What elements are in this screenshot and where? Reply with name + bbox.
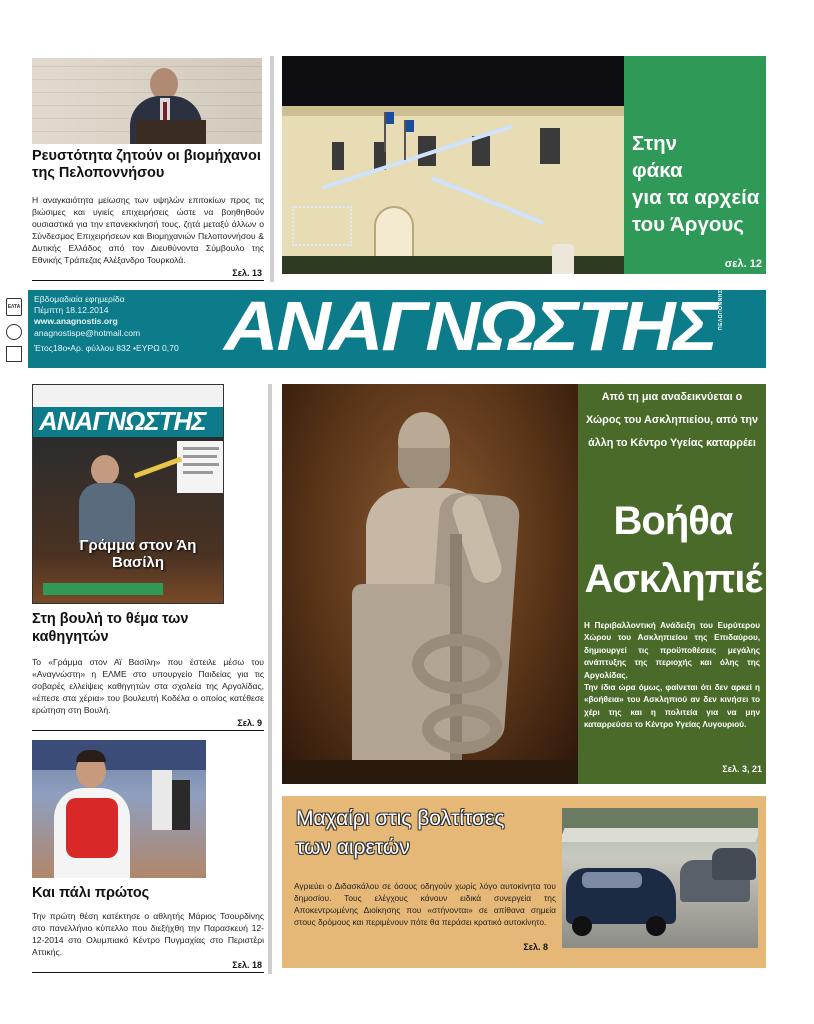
masthead-email[interactable]: anagnostispe@hotmail.com <box>34 327 141 338</box>
bottom-story-body: Αγριεύει ο Διδασκάλου σε όσους οδηγούν χωρίς λόγο αυτοκίνητα του δημοσίου. Τους ελέγχους κάνουν ειδικά συνεργεία της Αποκεντρωμένης Διοίκησης που «στήνονται» σε απίθανα σημεία στους δρόμους και περιμένουν πότε θα περάσει κρατικό αυτοκίνητο. <box>294 881 556 927</box>
postage-badge: ΕΛΤΑ <box>6 296 22 366</box>
top-feature-panel <box>624 56 766 274</box>
bottom-story-panel <box>282 796 766 968</box>
top-left-headline: Ρευστότητα ζητούν οι βιομήχανοι της Πελοποννήσου <box>32 148 261 181</box>
speaker-photo <box>32 58 262 144</box>
masthead-bar <box>28 281 766 368</box>
masthead-type: Εβδομαδιαία εφημερίδα <box>34 294 125 304</box>
masthead-date: Πέμπτη 18.12.2014 <box>34 305 109 316</box>
left-story-2-body: Την πρώτη θέση κατέκτησε ο αθλητής Μάριος Τσουρδίνης στο πανελλήνιο κύπελλο που διεξήχθη την Παρασκευή 12-12-2014 στο Ολυμπιακό Κέντρο Πυγμαχίας στο Περιστέρι Αττικής. <box>32 911 264 957</box>
main-story-headline: Βοήθα Ασκληπιέ <box>584 499 762 601</box>
athlete-photo <box>32 740 206 878</box>
cars-photo <box>562 808 758 948</box>
left-story-1-headline: Στη βουλή το θέμα των καθηγητών <box>32 611 189 645</box>
top-left-body: Η αναγκαιότητα μείωσης των υψηλών επιτοκίων προς τις βιώσιμες και υγιείς επιχειρήσεις ώστε να βοηθηθούν ουσιαστικά για την επανεκκίνησή τους, ζητά μεταξύ άλλων ο Σύνδεσμος Επιχειρήσεων και Βιομηχανιών Πελοποννήσου & Δυτικής Ελλάδος από τον Διευθύνοντα Σύμβουλο της Εθνικής Τράπεζας Αλέξανδρο Τουρκολά. <box>32 195 264 265</box>
building-photo <box>282 56 624 274</box>
masthead-issue: Έτος18ο•Αρ. φύλλου 832 •ΕΥΡΩ 0,70 <box>34 342 179 353</box>
main-story-body: Η Περιβαλλοντική Ανάδειξη του Ευρύτερου Χώρου του Ασκληπιείου της Επιδαύρου, δημιουργεί τις προϋποθέσεις μεγάλης ανάπτυξης της περιοχής και όλης της Αργολίδας. Την ίδια ώρα όμως, φαίνεται ότι δεν αρκεί η «βοήθεια» του Ασκληπιού αν δεν κινήσει το χέρι της και η πολιτεία για να μην καταρρεύσει το Κέντρο Υγείας Λυγουριού. <box>584 621 760 730</box>
main-story-page-ref: Σελ. 3, 21 <box>722 764 762 774</box>
masthead-title: ΑΝΑΓΝΩΣΤΗΣ <box>224 287 716 365</box>
newspaper-thumbnail <box>32 384 224 604</box>
statue-photo <box>282 384 578 784</box>
left-story-2-headline: Και πάλι πρώτος <box>32 885 150 901</box>
left-story-1-page-ref: Σελ. 9 <box>237 718 262 728</box>
main-story-intro: Από τη μια αναδεικνύεται ο Χώρος του Ασκληπιείου, από την άλλη το Κέντρο Υγείας καταρρέει <box>585 391 759 449</box>
top-feature-headline: Στην φάκα για τα αρχεία του Άργους <box>632 132 760 236</box>
top-feature-page-ref: σελ. 12 <box>724 258 762 270</box>
left-story-1-body: Το «Γράμμα στον Αϊ Βασίλη» που έστειλε μέσω του «Αναγνώστη» η ΕΛΜΕ στο υπουργείο Παιδείας για τις σοβαρές ελλείψεις καθηγητών στα σχολεία της Αργολίδας, «έπεσε στα χέρια» του βουλευτή Κοδέλα ο οποίος κατέθεσε ερώτηση στη Βουλή. <box>32 657 264 715</box>
thumbnail-title: ΑΝΑΓΝΩΣΤΗΣ <box>39 406 206 436</box>
masthead-website[interactable]: www.anagnostis.org <box>34 316 118 327</box>
thumbnail-headline: Γράμμα στον Άη Βασίλη <box>79 537 197 571</box>
bottom-story-headline: Μαχαίρι στις βολτίτσες των αιρετών <box>296 807 505 859</box>
main-story-panel <box>578 384 766 784</box>
top-left-page-ref: Σελ. 13 <box>232 268 262 278</box>
bottom-story-page-ref: Σελ. 8 <box>523 942 548 952</box>
left-story-2-page-ref: Σελ. 18 <box>232 960 262 970</box>
masthead-subtitle: ΠΕΛΟΠΟΝΝΗΣΟΥ <box>718 281 724 330</box>
